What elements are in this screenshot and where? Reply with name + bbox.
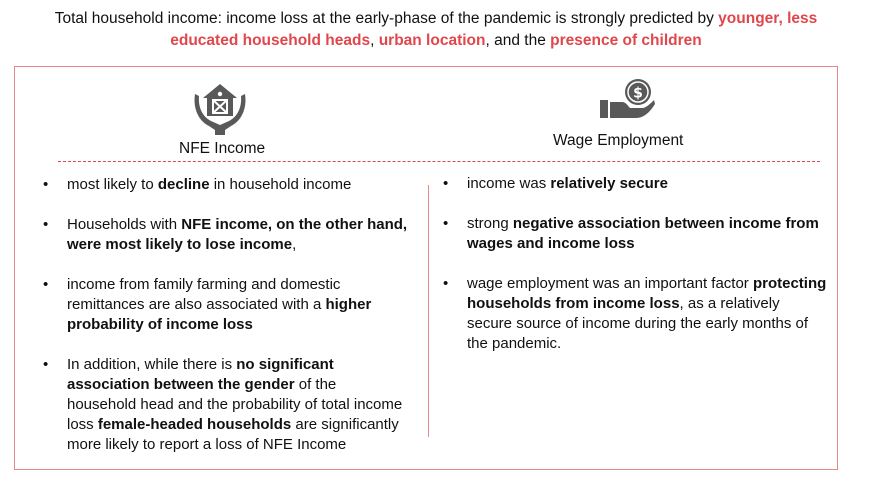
title-highlight-heads: younger, less educated household heads: [170, 10, 818, 49]
slide-title: [20, 8, 852, 52]
bullet-bold-text: higher probability of income loss: [67, 296, 372, 333]
bullet-text: are significantly more likely to report a loss of NFE Income: [67, 416, 399, 453]
column-divider: [428, 185, 429, 437]
bullet-text: , as a relatively secure source of income during the early months of the pandemic.: [467, 295, 809, 352]
dollar-coin-in-hand-icon: [598, 78, 656, 124]
bullet-item: [43, 175, 408, 195]
bullet-item: [443, 174, 828, 194]
bullet-text: In addition, while there is: [67, 356, 237, 373]
bullet-item: [43, 355, 408, 455]
bullet-text: in household income: [209, 176, 352, 193]
bullet-item: [443, 214, 828, 254]
bullet-bold-text: NFE income, on the other hand, were most likely to lose income: [67, 216, 408, 253]
title-text-1: Total household income: income loss at the early-phase of the pandemic is strongly predicted by: [54, 10, 719, 27]
title-text-2: ,: [370, 32, 379, 49]
bullet-text: ,: [292, 236, 297, 253]
bullet-bold-text: negative association between income from wages and income loss: [467, 215, 819, 252]
title-highlight-urban: urban location: [378, 32, 486, 49]
bullet-item: [43, 215, 408, 255]
bullet-bold-text: protecting households from income loss: [467, 275, 827, 312]
title-text-3: , and the: [485, 32, 551, 49]
bullet-text: income from family farming and domestic remittances are also associated with a: [67, 276, 341, 313]
bullet-text: income was: [467, 175, 551, 192]
bullet-text: wage employment was an important factor: [467, 275, 753, 292]
wage-bullet-list: [443, 174, 828, 374]
bullet-bold-text: decline: [157, 176, 210, 193]
house-in-hands-icon: [191, 80, 249, 136]
bullet-text: Households with: [67, 216, 182, 233]
bullet-text: most likely to: [67, 176, 158, 193]
wage-employment-heading: Wage Employment: [553, 132, 684, 149]
bullet-item: [443, 274, 828, 354]
header-divider: [58, 161, 820, 162]
nfe-income-heading: NFE Income: [179, 140, 266, 157]
bullet-text: of the household head and the probability of total income loss: [67, 376, 403, 433]
bullet-bold-text: relatively secure: [550, 175, 668, 192]
bullet-bold-text: female-headed households: [97, 416, 292, 433]
bullet-item: [43, 275, 408, 335]
bullet-text: strong: [467, 215, 513, 232]
nfe-bullet-list: [43, 175, 408, 475]
title-highlight-children: presence of children: [550, 32, 702, 49]
bullet-bold-text: no significant association between the gender: [67, 356, 334, 393]
dollar-sign: $: [633, 85, 643, 102]
